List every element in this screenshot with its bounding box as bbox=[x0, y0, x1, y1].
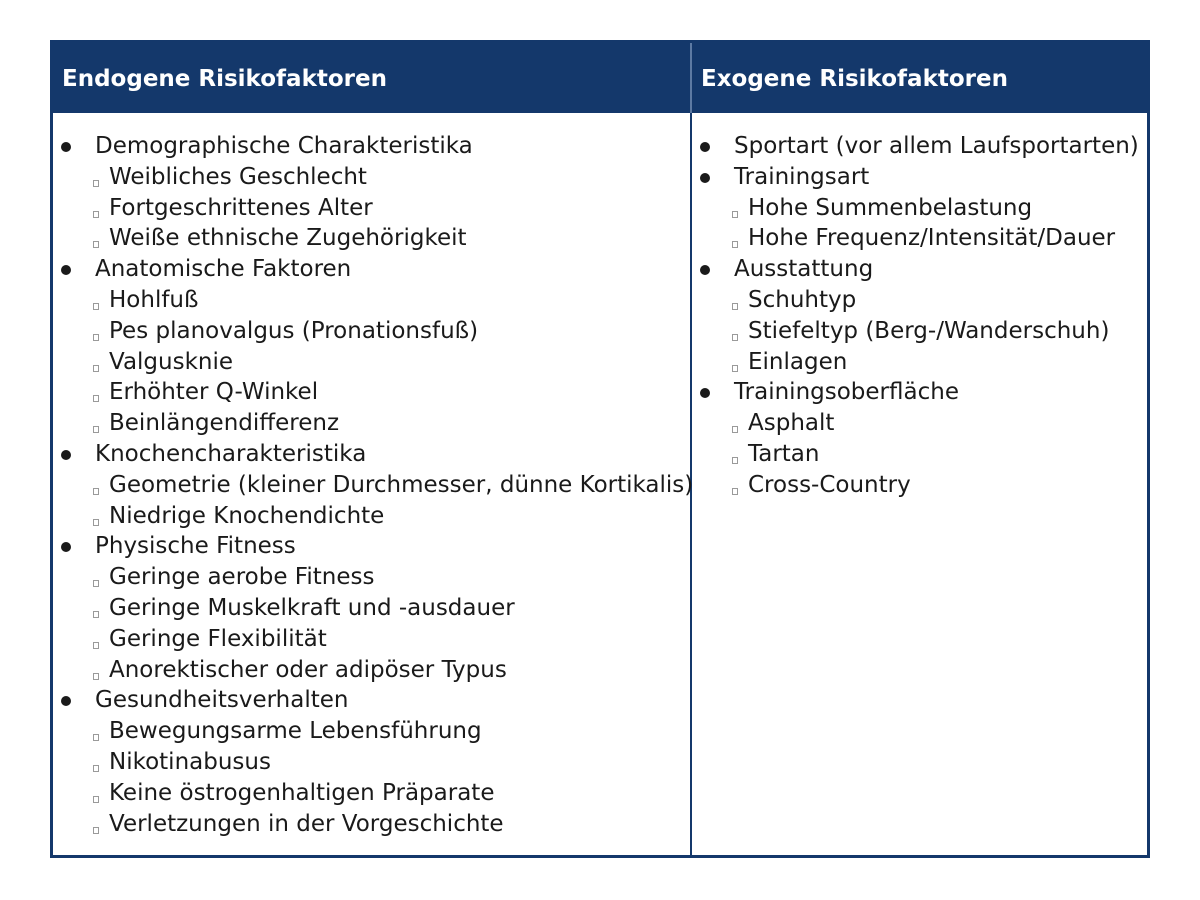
sub-list-item-label: Weibliches Geschlecht bbox=[109, 163, 367, 190]
sub-list-item bbox=[692, 470, 1147, 501]
square-bullet-icon bbox=[93, 334, 99, 341]
sub-list-item-label: Verletzungen in der Vorgeschichte bbox=[109, 810, 504, 837]
sub-list-item-label: Keine östrogenhaltigen Präparate bbox=[109, 779, 495, 806]
header-endogene: Endogene Risikofaktoren bbox=[53, 43, 692, 113]
list-item-label: Anatomische Faktoren bbox=[95, 256, 352, 283]
square-bullet-icon bbox=[93, 365, 99, 372]
sub-list-item bbox=[53, 501, 690, 532]
square-bullet-icon bbox=[732, 488, 738, 495]
sub-list-item-label: Pes planovalgus (Pronationsfuß) bbox=[109, 317, 479, 344]
sub-list-item-label: Nikotinabusus bbox=[109, 748, 271, 775]
bullet-icon bbox=[61, 265, 71, 275]
sub-list-item-label: Schuhtyp bbox=[748, 286, 857, 313]
sub-list-item bbox=[53, 562, 690, 593]
square-bullet-icon bbox=[93, 734, 99, 741]
exogene-column bbox=[692, 113, 1147, 855]
list-item-label: Demographische Charakteristika bbox=[95, 133, 473, 159]
sub-list-item-label: Asphalt bbox=[748, 410, 835, 437]
sub-list-item bbox=[692, 285, 1147, 316]
bullet-icon bbox=[61, 450, 71, 460]
square-bullet-icon bbox=[93, 180, 99, 187]
list-item bbox=[692, 131, 1147, 162]
sub-list-item bbox=[53, 593, 690, 624]
sub-list-item-label: Niedrige Knochendichte bbox=[109, 502, 385, 529]
sub-list-item bbox=[53, 655, 690, 686]
sub-list-item-label: Beinlängendifferenz bbox=[109, 410, 340, 437]
square-bullet-icon bbox=[732, 211, 738, 218]
sub-list-item-label: Tartan bbox=[748, 440, 820, 467]
list-item-label: Trainingsoberfläche bbox=[734, 379, 959, 406]
sub-list-item bbox=[692, 347, 1147, 378]
sub-list-item bbox=[692, 223, 1147, 254]
square-bullet-icon bbox=[732, 457, 738, 464]
list-item-label: Sportart (vor allem Laufsportarten) bbox=[734, 133, 1139, 159]
sub-list-item-label: Bewegungsarme Lebensführung bbox=[109, 718, 482, 745]
risk-factor-table bbox=[50, 40, 1150, 858]
square-bullet-icon bbox=[93, 611, 99, 618]
square-bullet-icon bbox=[93, 673, 99, 680]
bullet-icon bbox=[61, 696, 71, 706]
sub-list-item-label: Geringe aerobe Fitness bbox=[109, 564, 375, 591]
table-body bbox=[53, 113, 1147, 855]
square-bullet-icon bbox=[93, 642, 99, 649]
sub-list-item-label: Hohlfuß bbox=[109, 286, 199, 313]
list-item bbox=[53, 439, 690, 470]
square-bullet-icon bbox=[93, 426, 99, 433]
sub-list-item bbox=[53, 285, 690, 316]
square-bullet-icon bbox=[93, 488, 99, 495]
table-header bbox=[53, 43, 1147, 113]
sub-list-item bbox=[53, 408, 690, 439]
sub-list-item bbox=[692, 193, 1147, 224]
list-item bbox=[692, 377, 1147, 408]
list-item bbox=[53, 531, 690, 562]
sub-list-item-label: Hohe Summenbelastung bbox=[748, 194, 1033, 221]
sub-list-item bbox=[53, 624, 690, 655]
sub-list-item bbox=[692, 439, 1147, 470]
bullet-icon bbox=[61, 142, 71, 152]
square-bullet-icon bbox=[93, 303, 99, 310]
sub-list-item bbox=[692, 316, 1147, 347]
sub-list-item bbox=[53, 778, 690, 809]
square-bullet-icon bbox=[93, 395, 99, 402]
square-bullet-icon bbox=[93, 580, 99, 587]
sub-list-item-label: Stiefeltyp (Berg-/Wanderschuh) bbox=[748, 317, 1110, 344]
sub-list-item-label: Geringe Muskelkraft und -ausdauer bbox=[109, 594, 515, 621]
bullet-icon bbox=[700, 142, 710, 152]
sub-list-item bbox=[53, 377, 690, 408]
sub-list-item-label: Einlagen bbox=[748, 348, 848, 375]
sub-list-item bbox=[53, 162, 690, 193]
sub-list-item bbox=[692, 408, 1147, 439]
list-item-label: Gesundheitsverhalten bbox=[95, 687, 349, 714]
square-bullet-icon bbox=[732, 426, 738, 433]
square-bullet-icon bbox=[93, 519, 99, 526]
sub-list-item-label: Fortgeschrittenes Alter bbox=[109, 194, 373, 221]
square-bullet-icon bbox=[93, 241, 99, 248]
sub-list-item bbox=[53, 470, 694, 501]
sub-list-item bbox=[53, 347, 690, 378]
header-exogene: Exogene Risikofaktoren bbox=[701, 66, 1008, 92]
bullet-icon bbox=[700, 388, 710, 398]
bullet-icon bbox=[700, 173, 710, 183]
list-item bbox=[692, 254, 1147, 285]
square-bullet-icon bbox=[732, 303, 738, 310]
square-bullet-icon bbox=[93, 827, 99, 834]
square-bullet-icon bbox=[732, 241, 738, 248]
sub-list-item-label: Geringe Flexibilität bbox=[109, 625, 327, 652]
square-bullet-icon bbox=[93, 765, 99, 772]
endogene-column bbox=[53, 113, 692, 855]
list-item-label: Physische Fitness bbox=[95, 533, 296, 560]
list-item bbox=[692, 162, 1147, 193]
sub-list-item bbox=[53, 193, 690, 224]
square-bullet-icon bbox=[732, 365, 738, 372]
bullet-icon bbox=[700, 265, 710, 275]
list-item bbox=[53, 685, 690, 716]
sub-list-item-label: Hohe Frequenz/Intensität/Dauer bbox=[748, 225, 1116, 252]
bullet-icon bbox=[61, 542, 71, 552]
square-bullet-icon bbox=[93, 211, 99, 218]
sub-list-item-label: Anorektischer oder adipöser Typus bbox=[109, 656, 507, 683]
list-item bbox=[53, 254, 690, 285]
sub-list-item bbox=[53, 316, 690, 347]
sub-list-item-label: Valgusknie bbox=[109, 348, 234, 375]
list-item-label: Ausstattung bbox=[734, 256, 874, 283]
sub-list-item bbox=[53, 223, 690, 254]
sub-list-item bbox=[53, 747, 690, 778]
square-bullet-icon bbox=[732, 334, 738, 341]
sub-list-item-label: Weiße ethnische Zugehörigkeit bbox=[109, 225, 467, 252]
sub-list-item-label: Geometrie (kleiner Durchmesser, dünne Kortikalis) bbox=[109, 471, 694, 498]
sub-list-item-label: Cross-Country bbox=[748, 471, 911, 498]
sub-list-item bbox=[53, 809, 690, 840]
list-item bbox=[53, 131, 690, 162]
square-bullet-icon bbox=[93, 796, 99, 803]
list-item-label: Knochencharakteristika bbox=[95, 440, 367, 467]
sub-list-item bbox=[53, 716, 690, 747]
list-item-label: Trainingsart bbox=[734, 163, 870, 190]
sub-list-item-label: Erhöhter Q-Winkel bbox=[109, 379, 319, 406]
